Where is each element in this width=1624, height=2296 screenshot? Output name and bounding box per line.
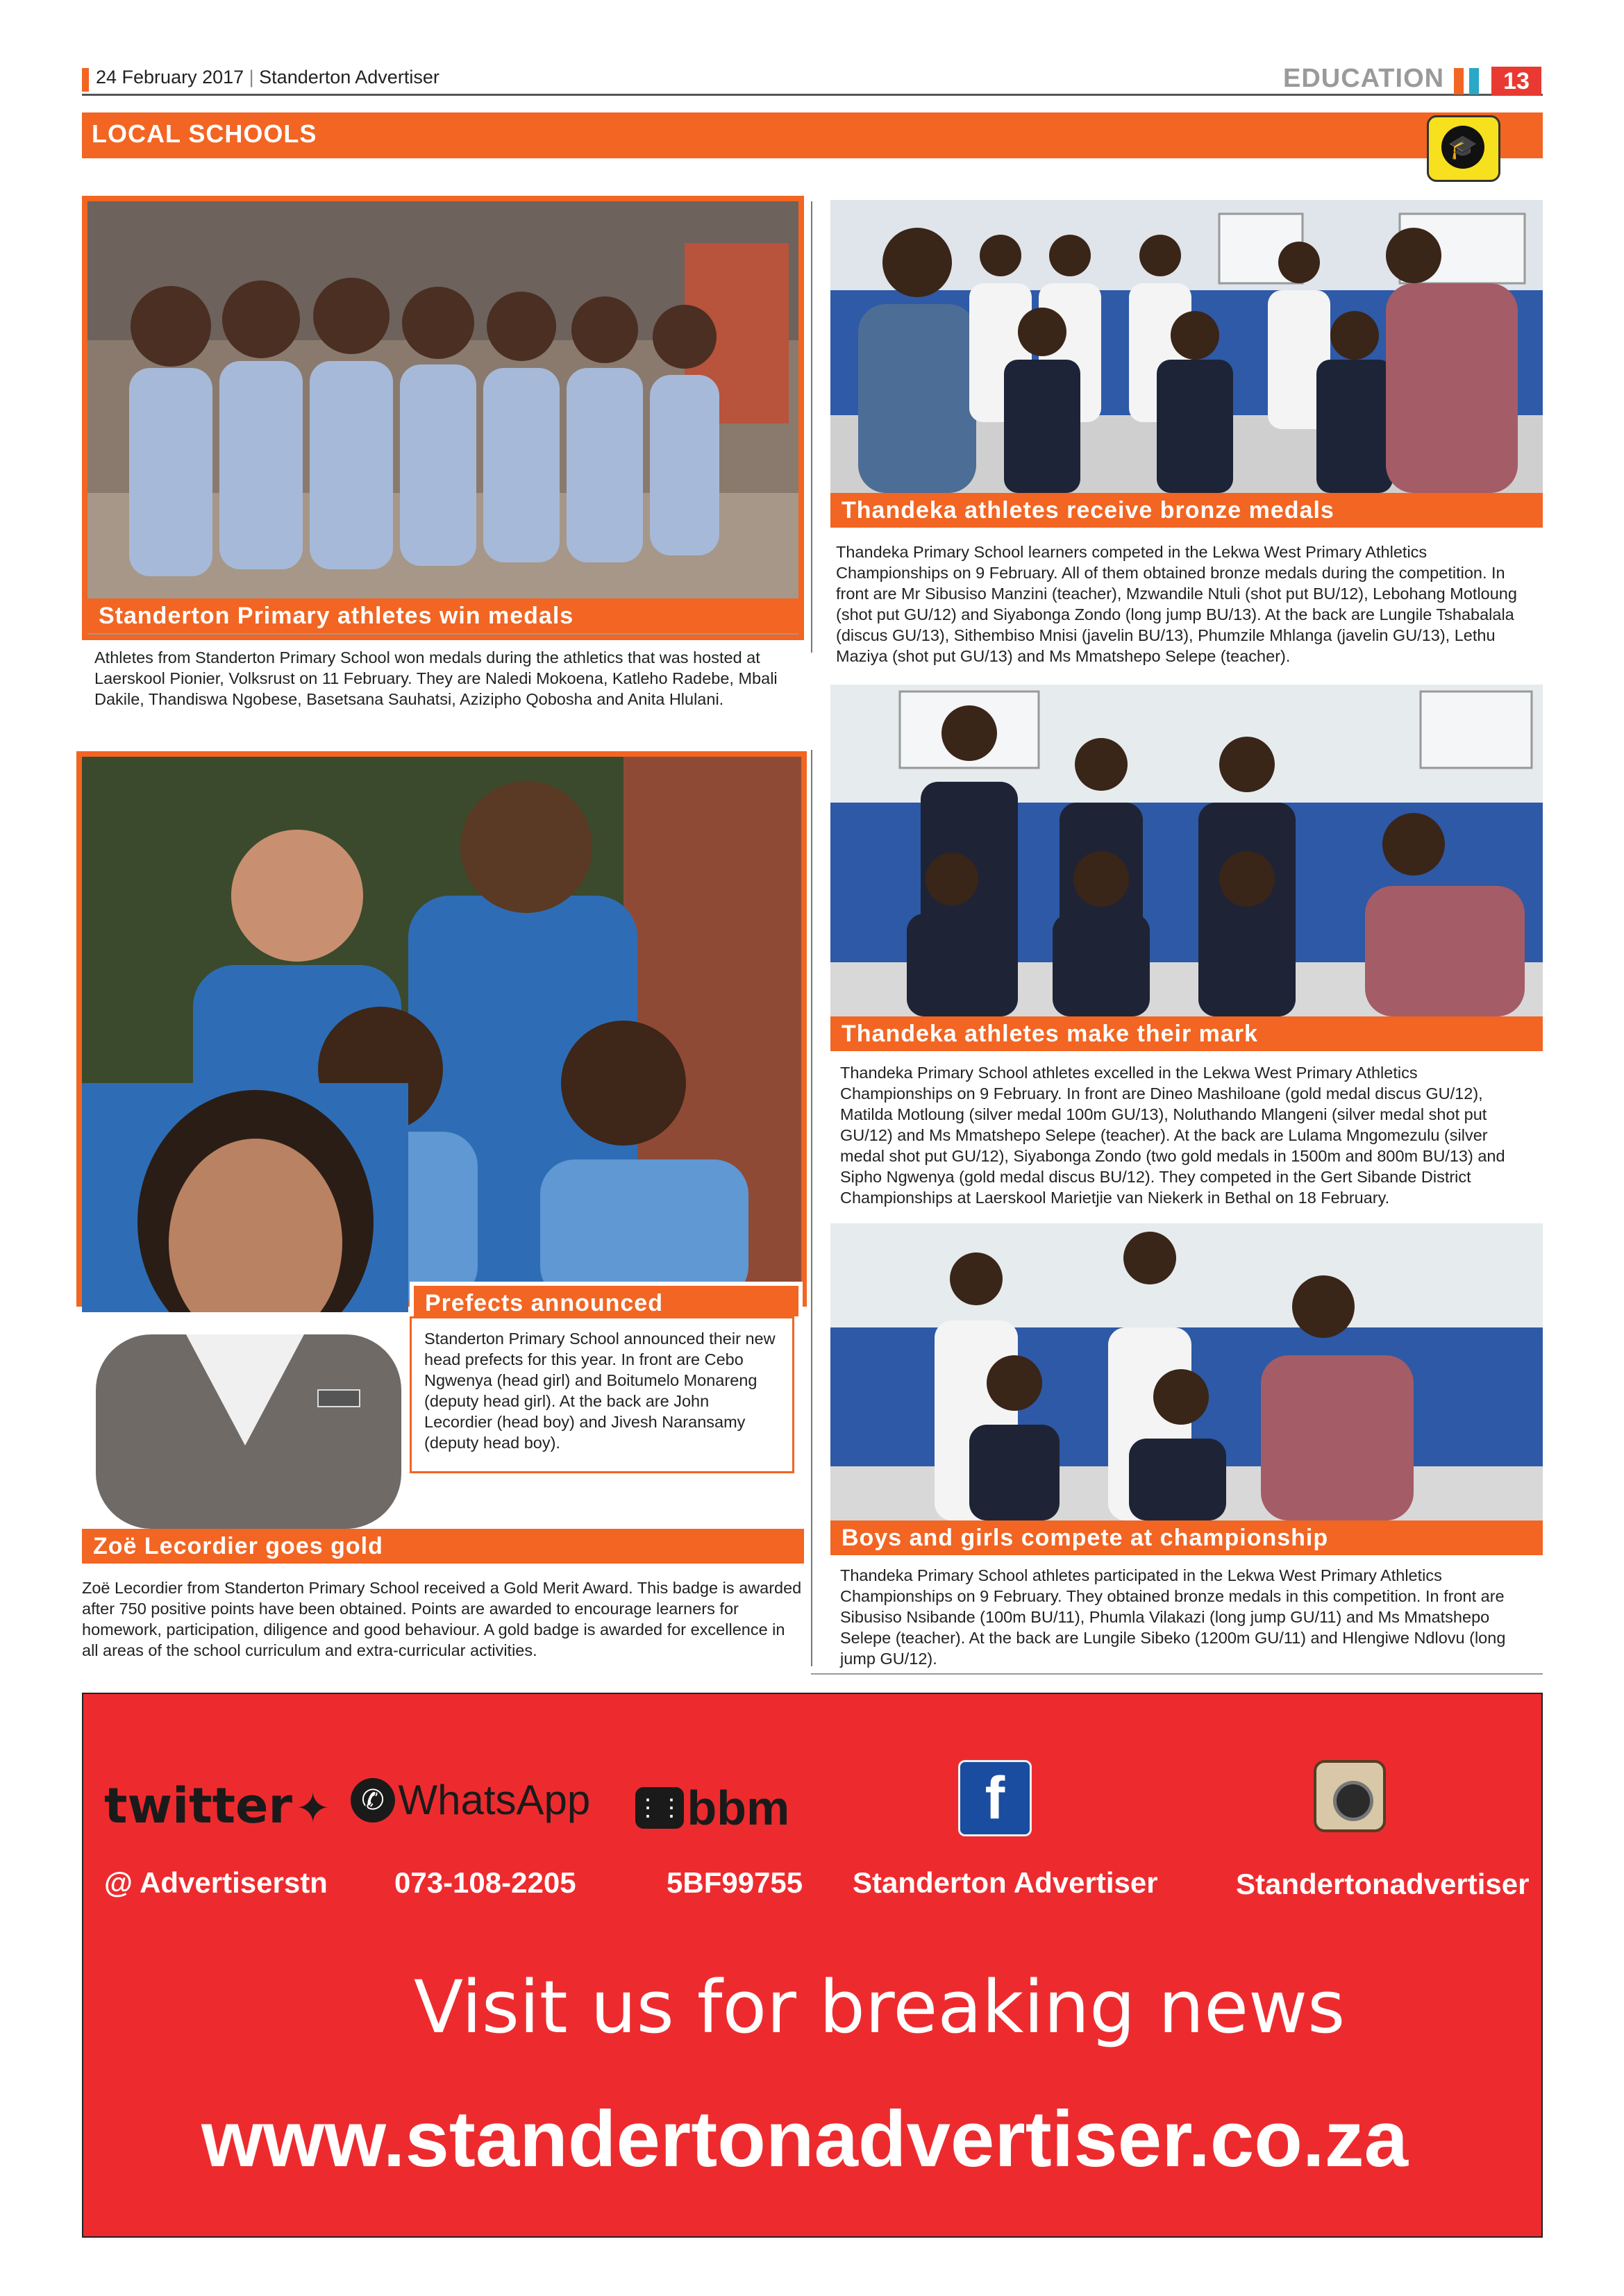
- facebook-name[interactable]: Standerton Advertiser: [853, 1866, 1158, 1899]
- education-badge: [1427, 115, 1500, 182]
- twitter-bird-icon: ✦: [295, 1785, 330, 1832]
- body-standerton-medals: Athletes from Standerton Primary School won medals during the athletics that was hosted at Laerskool Pionier, Volksrust on 11 February. They are Naledi Mokoena, Katleho Radebe, Mbali Dakile, Thandiswa Ngobese, Basetsana Sauhatsi, Azizipho Qobosha and Anita Hlulani.: [94, 648, 778, 708]
- header-rule: [82, 94, 1543, 96]
- photo-zoe-image: [82, 1307, 408, 1529]
- photo-boys-girls: [830, 1223, 1543, 1520]
- column-rule: [811, 750, 812, 1666]
- bbm-icon: ⋮⋮: [635, 1787, 684, 1829]
- instagram-name[interactable]: Standertonadvertiser: [1236, 1868, 1530, 1900]
- graduation-cap-icon: 🎓: [1441, 126, 1484, 169]
- social-media-ad: [82, 1693, 1543, 2238]
- photo-thandeka-bronze: [830, 200, 1543, 493]
- photo-zoe: [82, 1307, 408, 1529]
- bbm-pin[interactable]: 5BF99755: [667, 1866, 803, 1899]
- body-thandeka-bronze: Thandeka Primary School learners competed in the Lekwa West Primary Athletics Championships on 9 February. All of them obtained bronze medals during the competition. In front are Mr Sibusiso Manzini (teacher), Mzwandile Ntuli (shot put BU/12), Lebohang Motloung (shot put GU/12) and Siyabonga Zondo (long jump BU/13). At the back are Lungile Tshabalala (discus GU/13), Sithembiso Mnisi (javelin BU/13), Phumzile Mhlanga (javelin GU/13), Lethu Maziya (shot put GU/13) and Ms Mmatshepo Selepe (teacher).: [836, 543, 1517, 665]
- headline-boys-girls: Boys and girls compete at championship: [830, 1520, 1543, 1555]
- ad-tagline: Visit us for breaking news: [414, 1965, 1346, 2050]
- photo-standerton-athletes: [82, 196, 804, 640]
- headline-prefects: Prefects announced: [410, 1282, 803, 1316]
- section-marker-blue: [1469, 68, 1479, 94]
- ad-separator-rule: [811, 1673, 1543, 1675]
- twitter-block: [104, 1777, 330, 1834]
- whatsapp-number[interactable]: 073-108-2205: [394, 1866, 576, 1899]
- instagram-icon: [1314, 1760, 1386, 1832]
- prefects-caption-box: [410, 1316, 794, 1473]
- page-number: 13: [1491, 67, 1541, 96]
- section-name: EDUCATION: [1283, 64, 1445, 93]
- twitter-logo-text: twitter: [104, 1777, 293, 1834]
- photo-zoe-portrait-image: [82, 1083, 408, 1312]
- photo-thandeka-mark: [830, 685, 1543, 1016]
- body-prefects: Standerton Primary School announced their new head prefects for this year. In front are Cebo Ngwenya (head girl) and Boitumelo Monareng (deputy head girl). At the back are John Lecordier (head boy) and Jivesh Naransamy (deputy head boy).: [424, 1330, 776, 1452]
- header-dateline: 24 February 2017 | Standerton Advertiser: [96, 67, 440, 87]
- issue-date: 24 February 2017: [96, 67, 244, 87]
- photo-thandeka-mark-image: [830, 685, 1543, 1016]
- body-boys-girls: Thandeka Primary School athletes participated in the Lekwa West Primary Athletics Championships on 9 February. They obtained bronze medals in this competition. In front are Sibusiso Nsibande (100m BU/11), Phumla Vilakazi (long jump GU/11) and Ms Mmatshepo Selepe (teacher). At the back are Lungile Sibeko (1200m GU/11) and Hlengiwe Ndlovu (long jump GU/12).: [840, 1566, 1506, 1668]
- header-accent-bar: [82, 68, 89, 92]
- whatsapp-icon: ✆: [351, 1778, 395, 1822]
- twitter-handle[interactable]: @ Advertiserstn: [104, 1866, 328, 1899]
- section-marker-orange: [1454, 68, 1464, 94]
- photo-boys-girls-image: [830, 1223, 1543, 1520]
- photo-zoe-portrait: [82, 1083, 408, 1312]
- headline-thandeka-mark: Thandeka athletes make their mark: [830, 1016, 1543, 1051]
- bbm-block: [635, 1780, 789, 1836]
- body-thandeka-mark: Thandeka Primary School athletes excelled in the Lekwa West Primary Athletics Championships on 9 February. In front are Dineo Mashiloane (gold medal discus GU/12), Matilda Motloung (silver medal 100m GU/13), Noluthando Mlangeni (silver medal shot put GU/12) and Ms Mmatshepo Selepe (teacher). At the back are Lulama Mngomezulu (silver medal shot put GU/12), Siyabonga Zondo (two gold medals in 1500m and 800m BU/13) and Sipho Ngwenya (gold medal discus BU/12). They competed in the Gert Sibande District Championships at Laerskool Marietjie van Niekerk in Bethal on 18 February.: [840, 1064, 1505, 1207]
- headline-standerton-medals: Standerton Primary athletes win medals: [87, 598, 798, 633]
- ad-website[interactable]: www.standertonadvertiser.co.za: [201, 2095, 1408, 2184]
- photo-thandeka-bronze-image: [830, 200, 1543, 493]
- facebook-icon: f: [958, 1760, 1032, 1836]
- whatsapp-logo-text: WhatsApp: [398, 1777, 591, 1823]
- column-rule: [811, 201, 812, 653]
- photo-standerton-athletes-image: [87, 201, 798, 635]
- publication-name: Standerton Advertiser: [259, 67, 440, 87]
- body-zoe: Zoë Lecordier from Standerton Primary School received a Gold Merit Award. This badge is awarded after 750 positive points have been obtained. Points are awarded to encourage learners for homework, participation, diligence and good behaviour. A gold badge is awarded for excellence in all areas of the school curriculum and extra-curricular activities.: [82, 1579, 802, 1659]
- headline-zoe: Zoë Lecordier goes gold: [82, 1529, 804, 1564]
- section-band-title: LOCAL SCHOOLS: [92, 119, 317, 148]
- whatsapp-block: [351, 1776, 590, 1824]
- headline-thandeka-bronze: Thandeka athletes receive bronze medals: [830, 493, 1543, 528]
- bbm-logo-text: bbm: [687, 1781, 790, 1835]
